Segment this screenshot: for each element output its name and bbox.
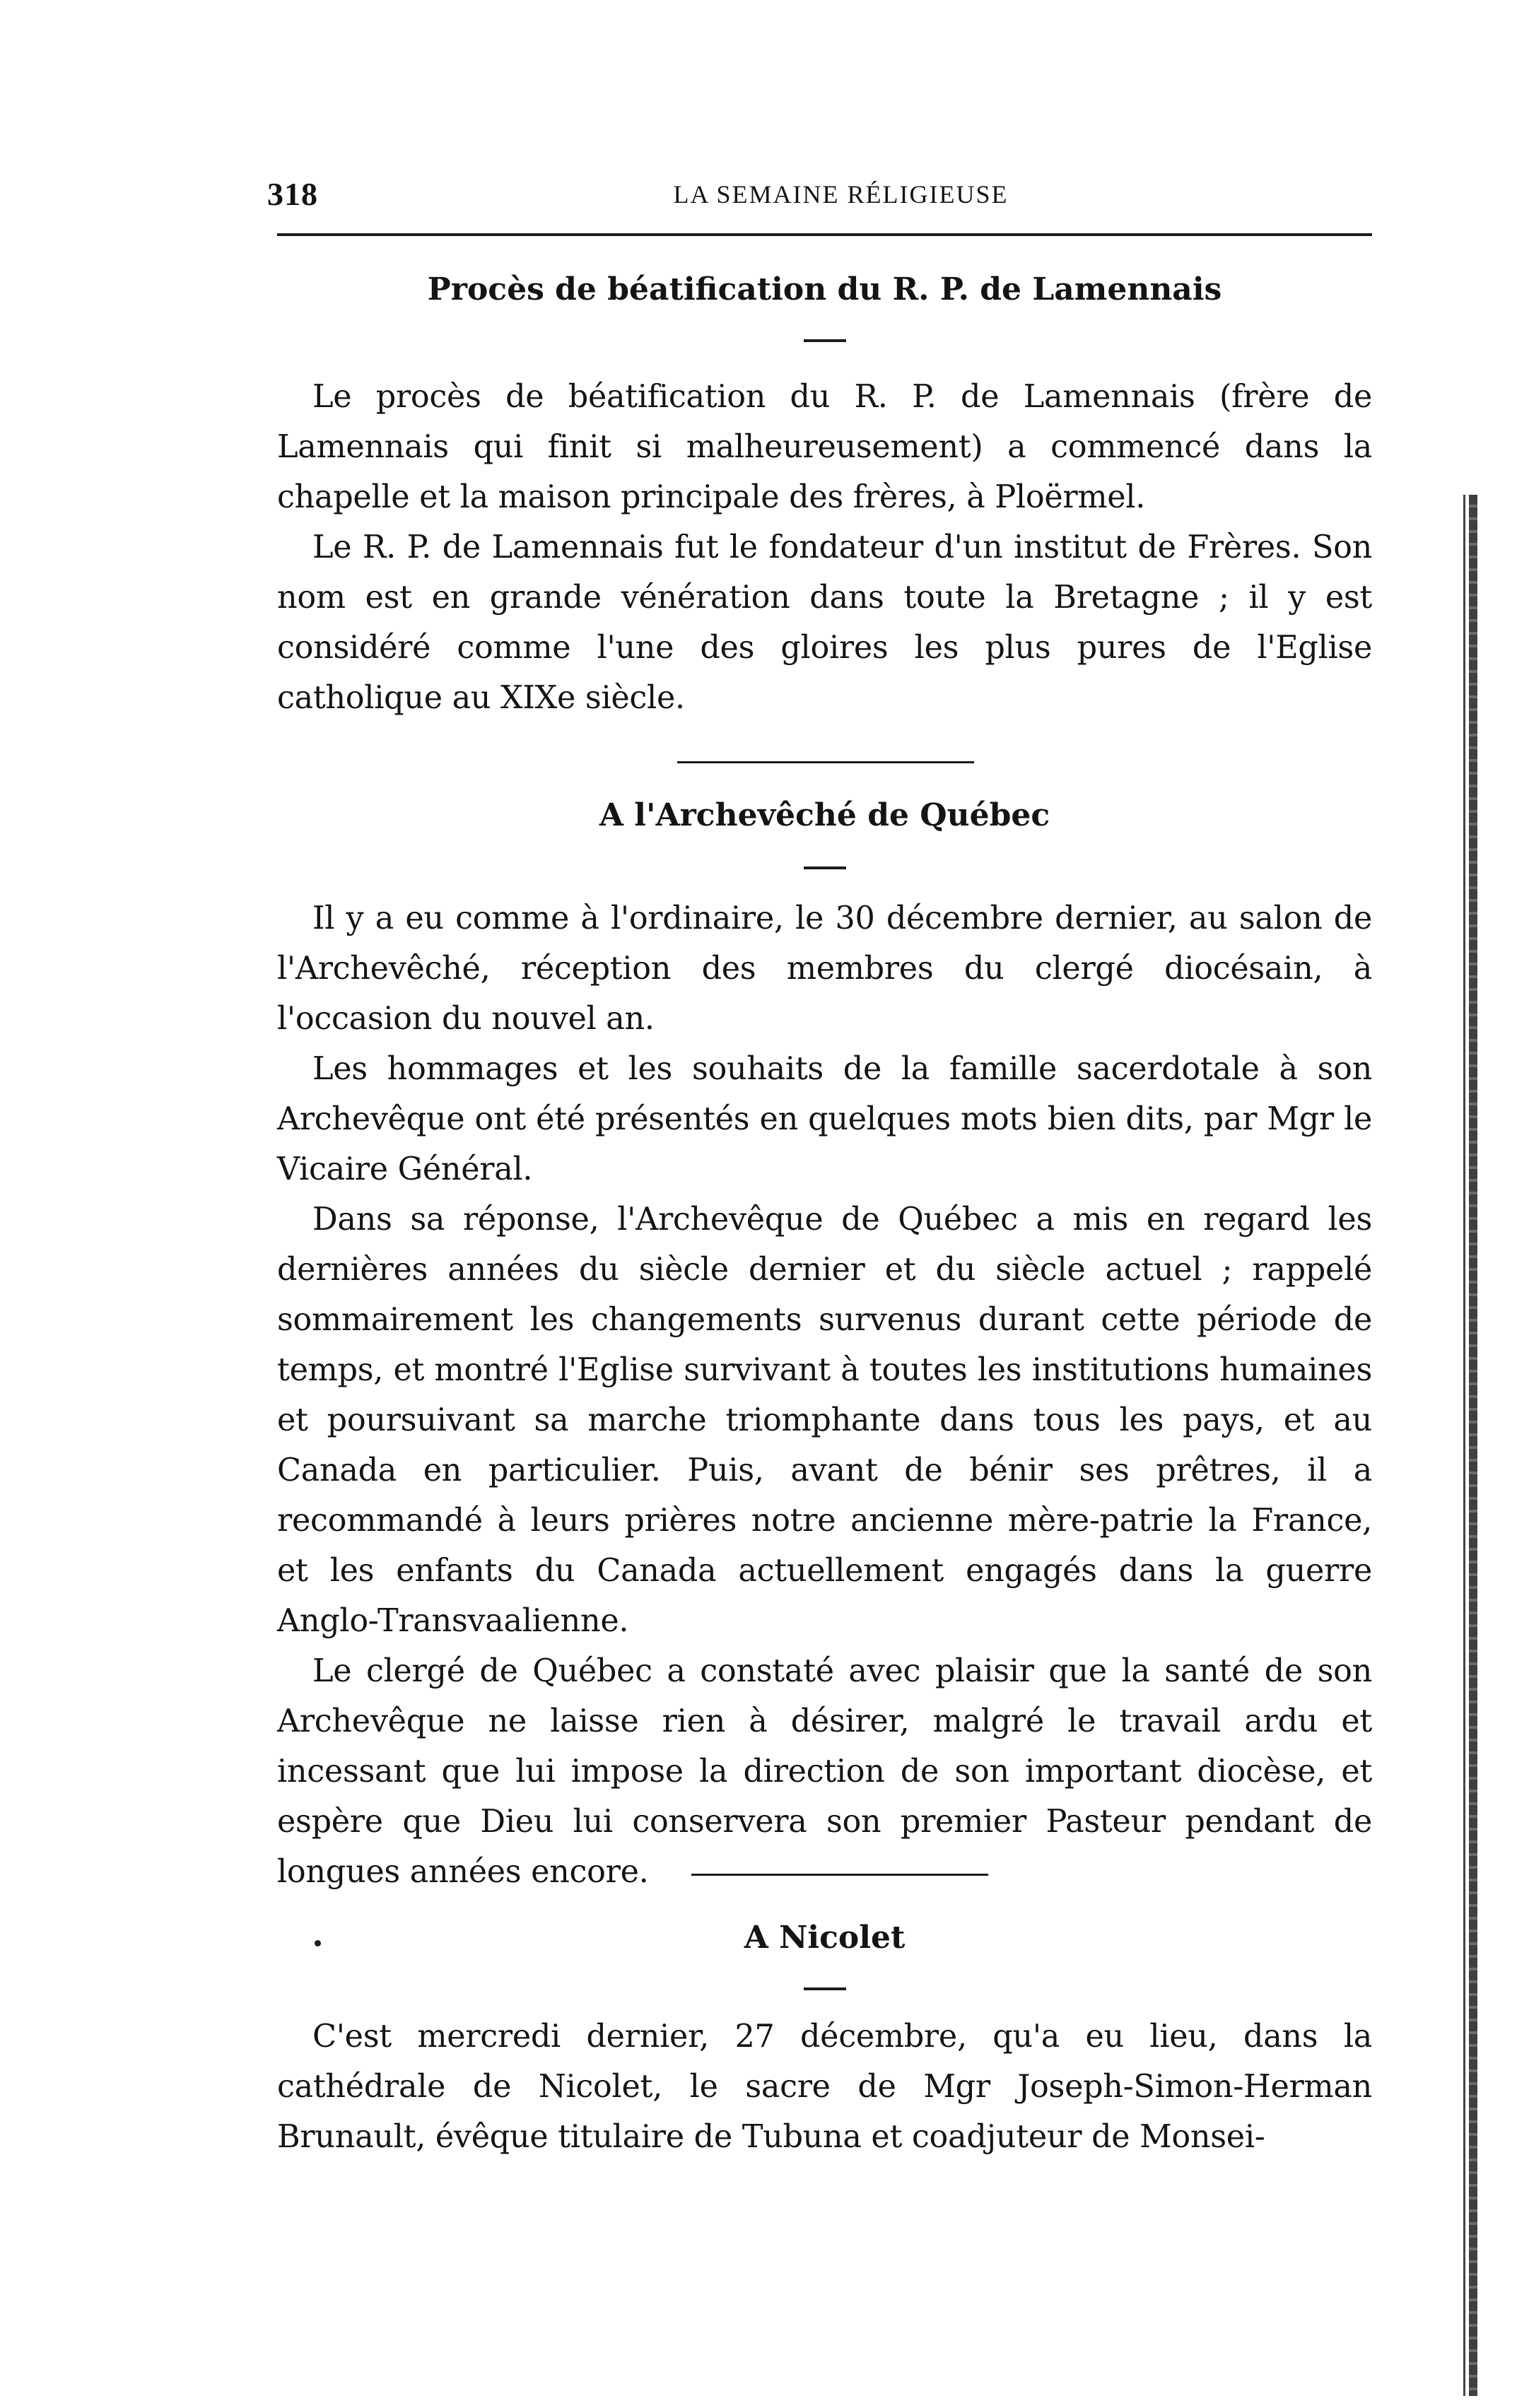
paragraph: Le R. P. de Lamennais fut le fondateur d'un institut de Frères. Son nom est en grande vénération dans toute la Bretagne ; il y est considéré comme l'une des gloires les plus pures de l'Eglise catholique au XIXe siècle. (277, 529, 1372, 716)
paragraph: Le procès de béatification du R. P. de Lamennais (frère de Lamennais qui finit si malheureusement) a commencé dans la chapelle et la maison principale des frères, à Ploërmel. (277, 379, 1372, 515)
section-nicolet (277, 1917, 1372, 2162)
section-archeveche (277, 794, 1372, 1897)
section-title: Procès de béatification du R. P. de Lamennais (427, 271, 1222, 307)
page-number: 318 (267, 176, 318, 212)
title-dash (804, 339, 846, 342)
binding-edge-line (1463, 495, 1465, 2396)
section-separator (691, 1874, 988, 1876)
section-lamennais (277, 269, 1372, 723)
section-title: A l'Archevêché de Québec (599, 797, 1050, 833)
paragraph: C'est mercredi dernier, 27 décembre, qu'a eu lieu, dans la cathédrale de Nicolet, le sacre de Mgr Joseph-Simon-Herman Brunault, évêque titulaire de Tubuna et coadjuteur de Monsei- (277, 2019, 1372, 2155)
binding-edge-shadow (1469, 495, 1477, 2396)
page-header (267, 175, 1372, 218)
title-dash (804, 1987, 846, 1990)
section-separator (677, 761, 974, 763)
paragraph: Il y a eu comme à l'ordinaire, le 30 décembre dernier, au salon de l'Archevêché, réception des membres du clergé diocésain, à l'occasion du nouvel an. (277, 900, 1372, 1037)
running-title: LA SEMAINE RÉLIGIEUSE (673, 180, 1009, 209)
header-rule (277, 233, 1372, 236)
paragraph: Dans sa réponse, l'Archevêque de Québec a mis en regard les dernières années du siècle dernier et du siècle actuel ; rappelé sommairement les changements survenus durant cette période de temps, et montré l'Eglise survivant à toutes les institutions humaines et poursuivant sa marche triomphante dans tous les pays, et au Canada en particulier. Puis, avant de bénir ses prêtres, il a recommandé à leurs prières notre ancienne mère-patrie la France, et les enfants du Canada actuellement engagés dans la guerre Anglo-Transvaalienne. (277, 1202, 1372, 1639)
title-dash (804, 867, 846, 869)
paragraph: Les hommages et les souhaits de la famille sacerdotale à son Archevêque ont été présentés en quelques mots bien dits, par Mgr le Vicaire Général. (277, 1051, 1372, 1187)
paragraph: Le clergé de Québec a constaté avec plaisir que la santé de son Archevêque ne laisse rien à désirer, malgré le travail ardu et incessant que lui impose la direction de son important diocèse, et espère que Dieu lui conservera son premier Pasteur pendant de longues années encore. (277, 1653, 1372, 1890)
section-title: A Nicolet (744, 1920, 906, 1956)
